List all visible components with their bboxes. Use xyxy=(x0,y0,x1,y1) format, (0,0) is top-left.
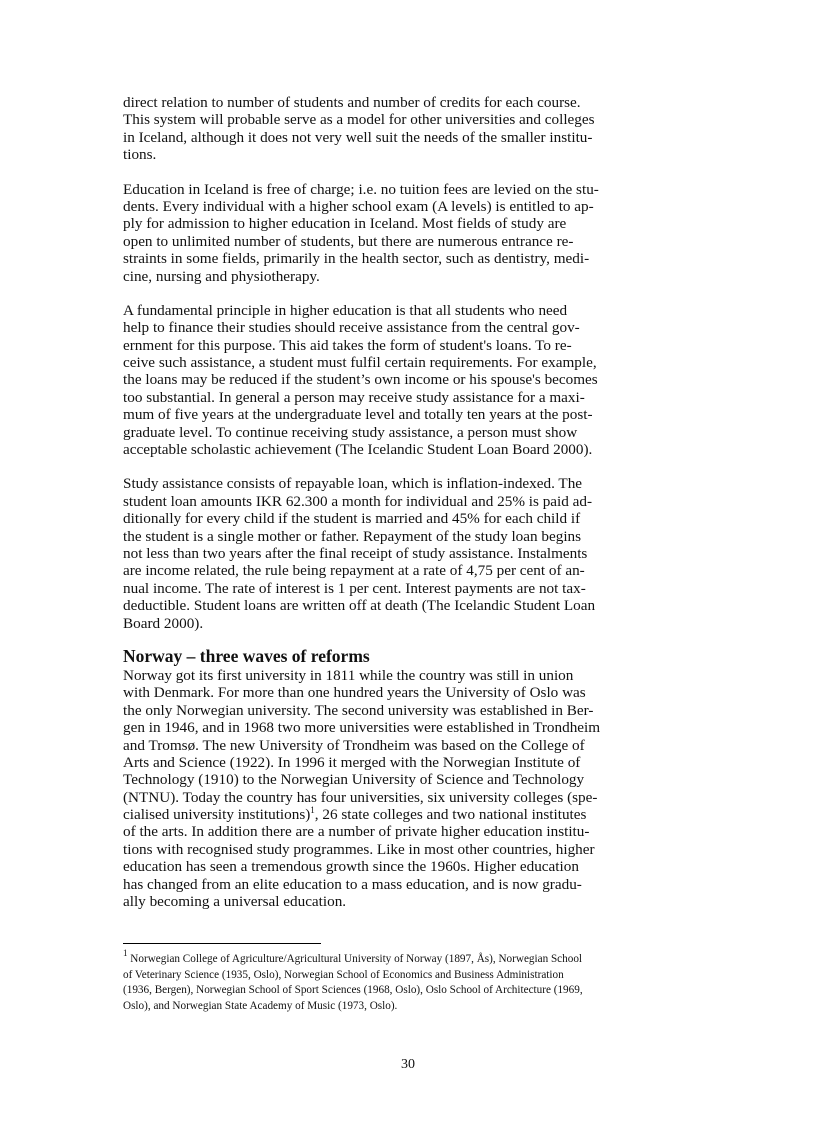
text-line: deductible. Student loans are written off at death (The Icelandic Student Loan xyxy=(123,597,596,615)
paragraph-university-funding xyxy=(123,94,695,164)
text-line: ply for admission to higher education in Iceland. Most fields of study are xyxy=(123,215,567,233)
text-line: straints in some fields, primarily in the health sector, such as dentistry, medi- xyxy=(123,250,590,268)
text-line: student loan amounts IKR 62.300 a month for individual and 25% is paid ad- xyxy=(123,492,593,510)
footnote-line xyxy=(123,948,695,968)
text-line: ditionally for every child if the student is married and 45% for each child if xyxy=(123,510,581,528)
text-line: Arts and Science (1922). In 1996 it merged with the Norwegian Institute of xyxy=(123,753,581,771)
paragraph-study-loans xyxy=(123,475,695,632)
text-line: Study assistance consists of repayable loan, which is inflation-indexed. The xyxy=(123,475,583,493)
text-line: of the arts. In addition there are a number of private higher education institu- xyxy=(123,823,590,841)
text-line: has changed from an elite education to a mass education, and is now gradu- xyxy=(123,875,582,893)
footnote-marker: 1 xyxy=(123,948,128,958)
text-line: ceive such assistance, a student must fulfil certain requirements. For example, xyxy=(123,354,597,372)
text-line: open to unlimited number of students, but there are numerous entrance re- xyxy=(123,232,574,250)
text-line: A fundamental principle in higher education is that all students who need xyxy=(123,301,568,319)
text-line xyxy=(123,806,695,823)
footnote xyxy=(123,948,695,1014)
text-line: ally becoming a universal education. xyxy=(123,893,347,911)
text-line: are income related, the rule being repayment at a rate of 4,75 per cent of an- xyxy=(123,562,585,580)
text-segment: , 26 state colleges and two national institutes xyxy=(314,806,587,824)
footnote-reference[interactable]: 1 xyxy=(310,805,315,816)
footnote-line: Oslo), and Norwegian State Academy of Music (1973, Oslo). xyxy=(123,999,398,1012)
text-line: in Iceland, although it does not very well suit the needs of the smaller institu- xyxy=(123,128,593,146)
text-line: too substantial. In general a person may receive study assistance for a maxi- xyxy=(123,388,585,406)
paragraph-free-education xyxy=(123,181,695,285)
footnote-line: of Veterinary Science (1935, Oslo), Norwegian School of Economics and Business Administration xyxy=(123,968,564,981)
paragraph-norway-history xyxy=(123,667,695,910)
text-segment: cialised university institutions) xyxy=(123,806,311,824)
text-line: This system will probable serve as a model for other universities and colleges xyxy=(123,111,595,129)
text-line: Education in Iceland is free of charge; i.e. no tuition fees are levied on the stu- xyxy=(123,180,599,198)
text-line: gen in 1946, and in 1968 two more universities were established in Trondheim xyxy=(123,719,601,737)
text-segment: Norwegian College of Agriculture/Agricultural University of Norway (1897, Ås), Norwegian School xyxy=(127,953,583,965)
text-line: tions. xyxy=(123,146,157,164)
page-body xyxy=(123,94,695,910)
footnote-divider xyxy=(123,943,321,944)
text-line: Technology (1910) to the Norwegian University of Science and Technology xyxy=(123,771,585,789)
footnote-line: (1936, Bergen), Norwegian School of Sport Sciences (1968, Oslo), Oslo School of Architecture (1969, xyxy=(123,984,583,996)
text-line: cine, nursing and physiotherapy. xyxy=(123,267,320,285)
text-line: acceptable scholastic achievement (The Icelandic Student Loan Board 2000). xyxy=(123,441,593,459)
text-line: with Denmark. For more than one hundred years the University of Oslo was xyxy=(123,684,586,702)
text-line: tions with recognised study programmes. Like in most other countries, higher xyxy=(123,840,595,858)
text-line: help to finance their studies should receive assistance from the central gov- xyxy=(123,319,580,337)
section-heading: Norway – three waves of reforms xyxy=(123,645,370,666)
text-line: education has seen a tremendous growth since the 1960s. Higher education xyxy=(123,858,579,876)
text-line: dents. Every individual with a higher school exam (A levels) is entitled to ap- xyxy=(123,197,594,215)
text-line: nual income. The rate of interest is 1 per cent. Interest payments are not tax- xyxy=(123,579,586,597)
text-line: not less than two years after the final receipt of study assistance. Instalments xyxy=(123,544,588,562)
text-line: the loans may be reduced if the student’s own income or his spouse's becomes xyxy=(123,371,598,389)
text-line: Board 2000). xyxy=(123,614,204,632)
text-line: the only Norwegian university. The second university was established in Ber- xyxy=(123,701,594,719)
text-line: the student is a single mother or father. Repayment of the study loan begins xyxy=(123,527,582,545)
text-line: ernment for this purpose. This aid takes the form of student's loans. To re- xyxy=(123,336,572,354)
text-line: graduate level. To continue receiving study assistance, a person must show xyxy=(123,423,578,441)
text-line: and Tromsø. The new University of Trondheim was based on the College of xyxy=(123,736,585,754)
text-line: mum of five years at the undergraduate level and totally ten years at the post- xyxy=(123,406,593,424)
text-line: Norway got its first university in 1811 while the country was still in union xyxy=(123,666,574,684)
text-line: (NTNU). Today the country has four universities, six university colleges (spe- xyxy=(123,788,598,806)
page-number: 30 xyxy=(401,1057,415,1072)
paragraph-student-assistance xyxy=(123,302,695,459)
text-line: direct relation to number of students and number of credits for each course. xyxy=(123,94,581,111)
